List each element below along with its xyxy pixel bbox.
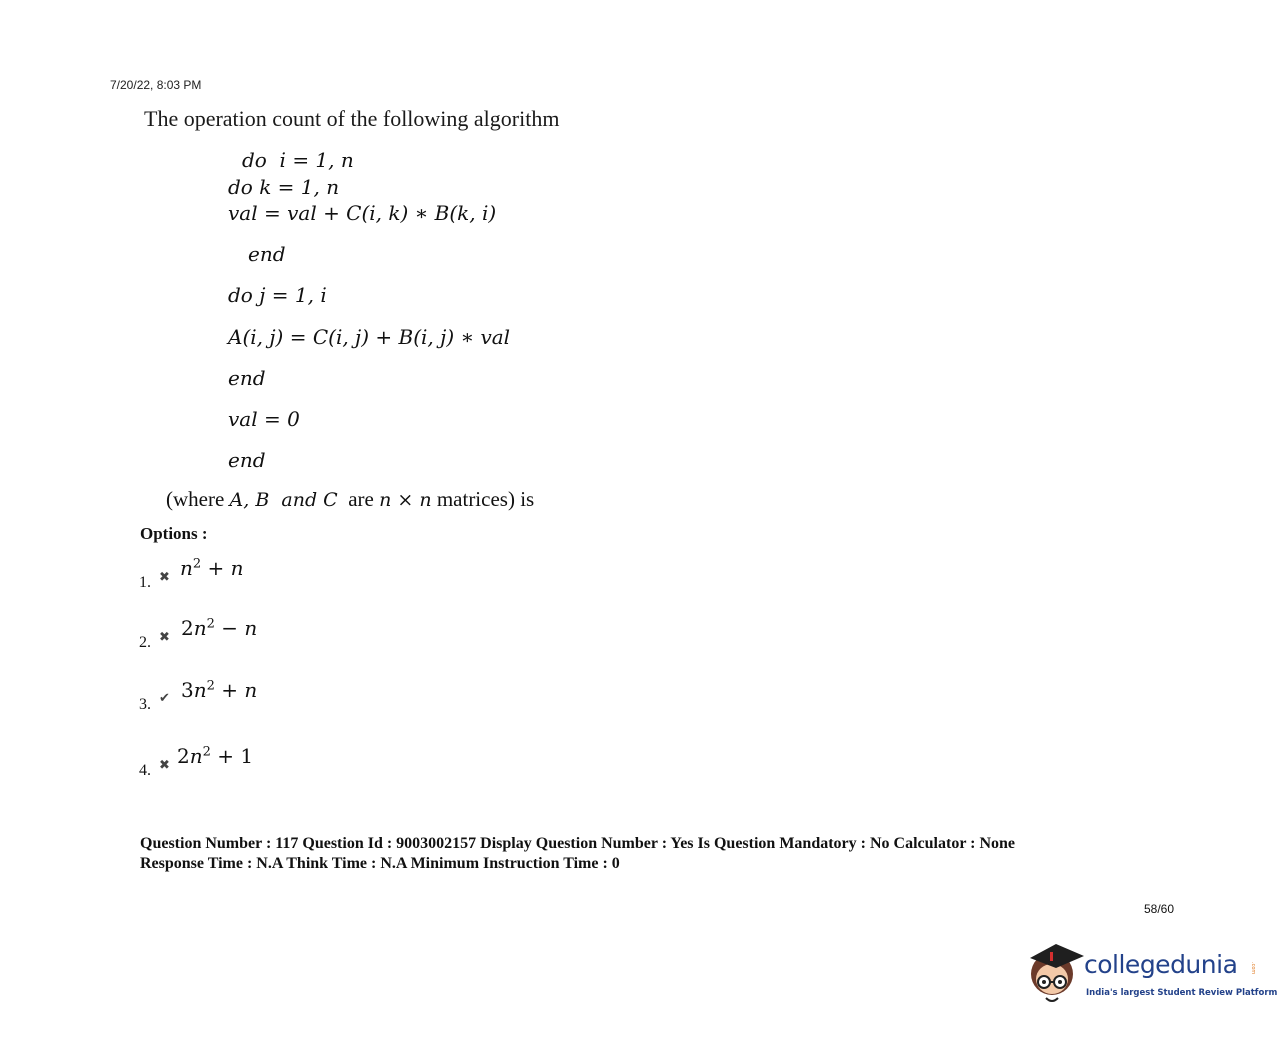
brand-tagline: India's largest Student Review Platform	[1086, 988, 1278, 998]
expr-exponent: 2	[192, 556, 202, 572]
expr-exponent: 2	[202, 744, 211, 760]
expr-tail: n	[244, 616, 258, 640]
code-line-2: do k = 1, n	[228, 175, 340, 199]
where-dims: n × n	[379, 489, 432, 511]
question-meta-line-2: Response Time : N.A Think Time : N.A Minimum Instruction Time : 0	[140, 855, 620, 872]
incorrect-cross-icon: ✖	[159, 630, 170, 645]
expr-coefficient: 3	[181, 678, 194, 702]
code-line-9: end	[228, 448, 266, 472]
code-line-1: do i = 1, n	[242, 148, 354, 172]
code-line-7: end	[228, 366, 266, 390]
expr-exponent: 2	[206, 678, 215, 694]
brand-suffix: .com	[1250, 962, 1256, 975]
expr-exponent: 2	[206, 616, 215, 632]
expr-operator: −	[214, 616, 245, 640]
brand-logo	[1022, 938, 1278, 1008]
incorrect-cross-icon: ✖	[159, 758, 170, 773]
expr-operator: +	[214, 678, 245, 702]
code-line-3: val = val + C(i, k) ∗ B(k, i)	[228, 201, 497, 225]
expr-tail: n	[244, 678, 258, 702]
expr-base: n	[180, 556, 193, 580]
option-number: 1.	[139, 574, 151, 591]
expr-operator: +	[201, 556, 231, 580]
option-expression	[181, 616, 257, 640]
expr-base: n	[193, 678, 207, 702]
option-expression	[177, 744, 253, 768]
option-number: 2.	[139, 634, 151, 651]
brand-name: collegedunia	[1084, 950, 1238, 979]
question-title: The operation count of the following algorithm	[144, 106, 560, 131]
page-number: 58/60	[1144, 902, 1175, 916]
correct-check-icon: ✔	[159, 691, 170, 706]
matrix-condition	[166, 487, 534, 512]
incorrect-cross-icon: ✖	[159, 570, 170, 585]
print-timestamp: 7/20/22, 8:03 PM	[110, 78, 202, 92]
options-label: Options :	[140, 524, 208, 543]
code-line-6: A(i, j) = C(i, j) + B(i, j) ∗ val	[228, 325, 511, 349]
option-expression	[180, 556, 244, 580]
expr-operator: +	[210, 744, 241, 768]
where-close: matrices) is	[431, 487, 535, 511]
expr-tail: 1	[240, 744, 254, 768]
code-line-5: do j = 1, i	[228, 283, 327, 307]
option-number: 3.	[139, 696, 151, 713]
expr-coefficient: 2	[177, 744, 190, 768]
where-are: are	[337, 487, 380, 511]
expr-tail: n	[230, 556, 244, 580]
expr-base: n	[189, 744, 203, 768]
where-open: (where	[166, 487, 230, 511]
code-line-8: val = 0	[228, 407, 300, 431]
where-vars: A, B and C	[229, 489, 338, 511]
code-line-4: end	[248, 242, 286, 266]
question-meta-line-1: Question Number : 117 Question Id : 9003002157 Display Question Number : Yes Is Question Mandatory : No Calculator : None	[140, 835, 1016, 852]
option-number: 4.	[139, 762, 151, 779]
mascot-icon	[1022, 938, 1084, 1008]
expr-coefficient: 2	[181, 616, 194, 640]
expr-base: n	[193, 616, 207, 640]
option-expression	[181, 678, 257, 702]
